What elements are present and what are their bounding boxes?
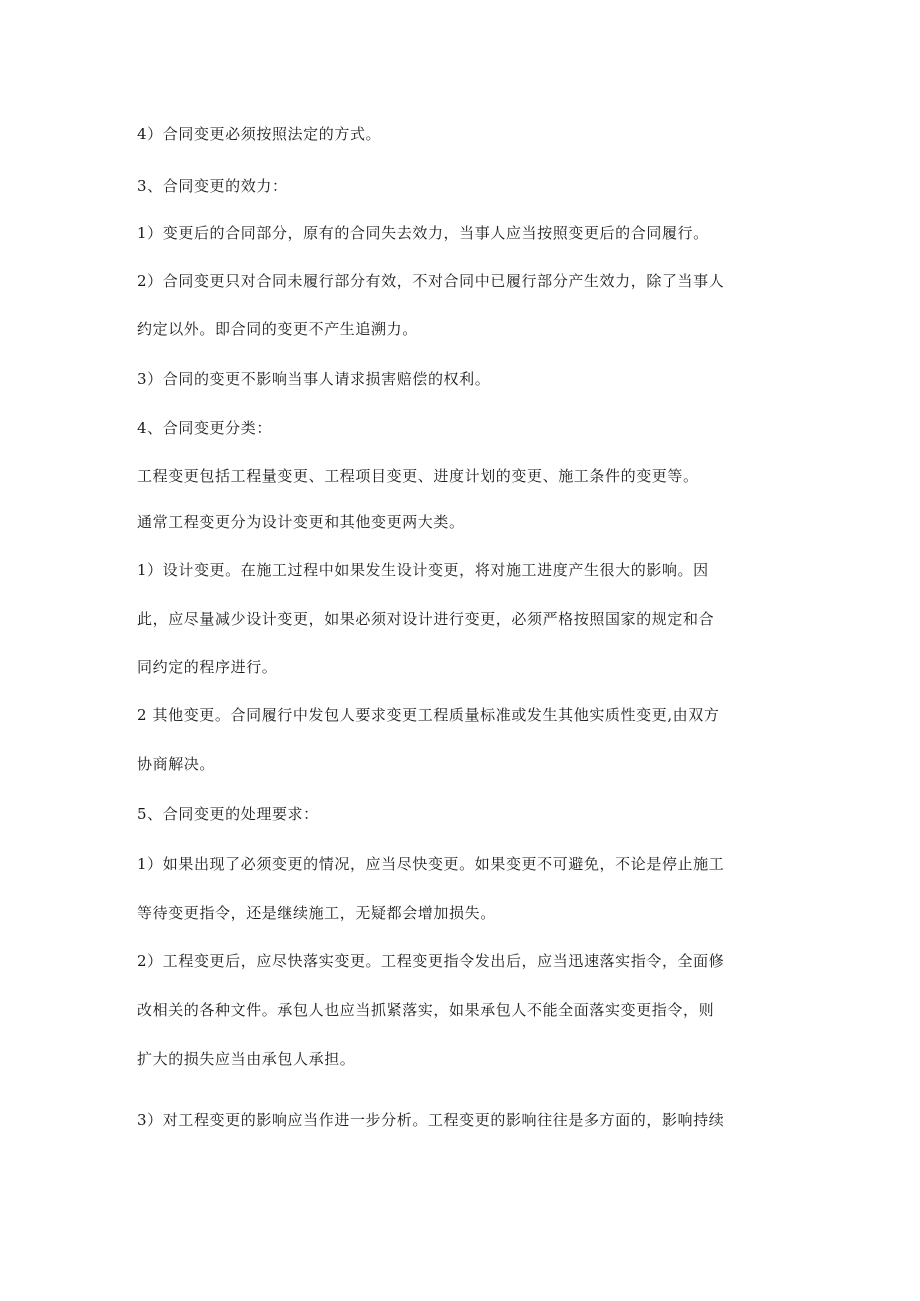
text-line: 同约定的程序进行。 <box>137 658 278 676</box>
text-line: 2）工程变更后，应尽快落实变更。工程变更指令发出后，应当迅速落实指令，全面修 <box>137 952 725 970</box>
section-heading: 4、合同变更分类： <box>137 419 272 437</box>
text-line: 等待变更指令，还是继续施工，无疑都会增加损失。 <box>137 904 496 922</box>
section-heading: 5、合同变更的处理要求： <box>137 805 319 823</box>
text-line: 约定以外。即合同的变更不产生追溯力。 <box>137 320 418 338</box>
text-line: 改相关的各种文件。承包人也应当抓紧落实，如果承包人不能全面落实变更指令，则 <box>137 1001 715 1019</box>
text-line: 1）设计变更。在施工过程中如果发生设计变更，将对施工进度产生很大的影响。因 <box>137 561 709 579</box>
text-line: 工程变更包括工程量变更、工程项目变更、进度计划的变更、施工条件的变更等。 <box>137 467 699 485</box>
text-line: 3）对工程变更的影响应当作进一步分析。工程变更的影响往往是多方面的，影响持续 <box>137 1111 725 1129</box>
text-line: 4）合同变更必须按照法定的方式。 <box>137 125 382 143</box>
text-line: 1）如果出现了必须变更的情况，应当尽快变更。如果变更不可避免，不论是停止施工 <box>137 855 725 873</box>
section-heading: 3、合同变更的效力： <box>137 177 288 195</box>
text-line: 3）合同的变更不影响当事人请求损害赔偿的权利。 <box>137 370 491 388</box>
text-line: 2）合同变更只对合同未履行部分有效，不对合同中已履行部分产生效力，除了当事人 <box>137 272 725 290</box>
text-line: 此，应尽量减少设计变更，如果必须对设计进行变更，必须严格按照国家的规定和合 <box>137 610 715 628</box>
text-line: 扩大的损失应当由承包人承担。 <box>137 1050 356 1068</box>
text-line: 1）变更后的合同部分，原有的合同失去效力，当事人应当按照变更后的合同履行。 <box>137 224 709 242</box>
text-line: 协商解决。 <box>137 755 216 773</box>
text-line: 通常工程变更分为设计变更和其他变更两大类。 <box>137 513 465 531</box>
text-line: 2 其他变更。合同履行中发包人要求变更工程质量标准或发生其他实质性变更,由双方 <box>137 706 720 724</box>
